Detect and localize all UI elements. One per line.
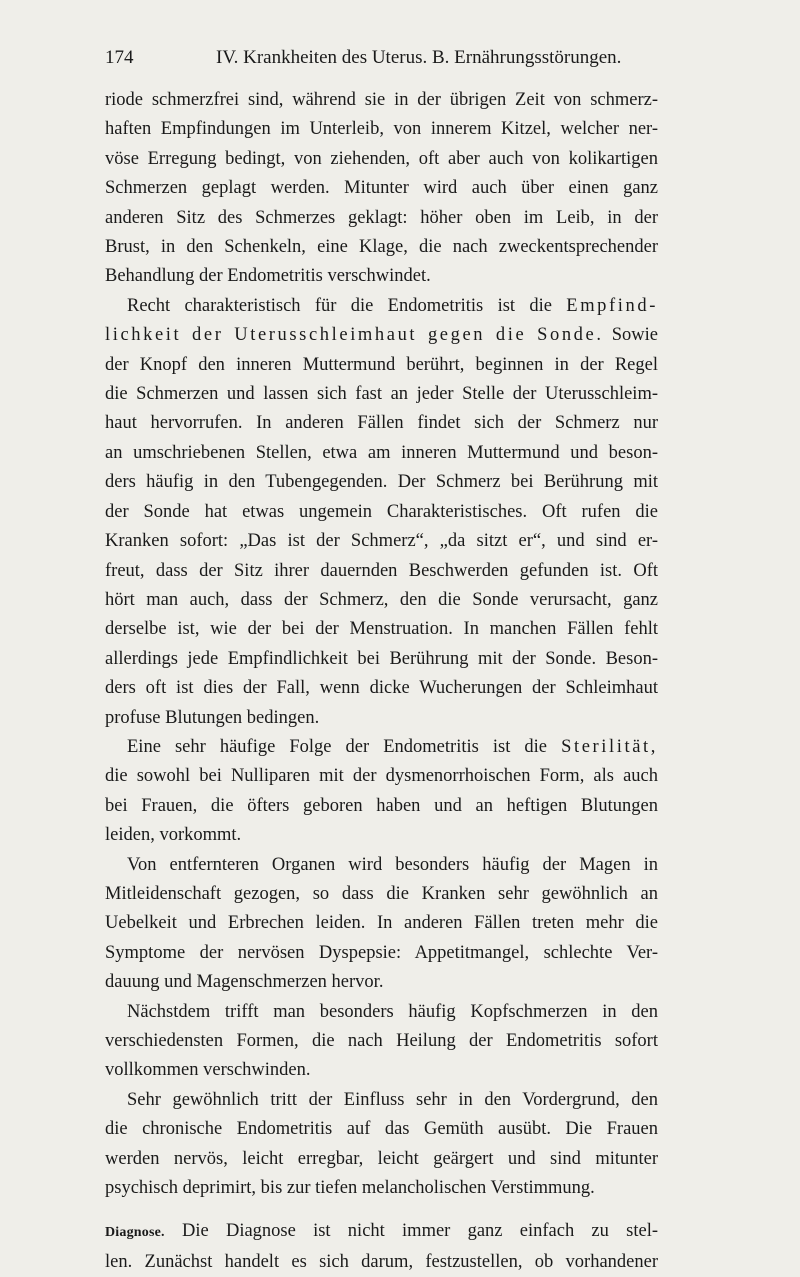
line-text: Brust, in den Schenkeln, eine Klage, die nach zweckentsprechender (105, 237, 658, 258)
text-line (105, 409, 658, 438)
line-text: haut hervorrufen. In anderen Fällen findet sich der Schmerz nur (105, 413, 658, 434)
text-line (105, 351, 658, 380)
text-line (105, 792, 658, 821)
line-text: haften Empfindungen im Unterleib, von innerem Kitzel, welcher ner- (105, 119, 658, 140)
text-line (105, 880, 658, 909)
line-text: Kranken sofort: „Das ist der Schmerz“, „da sitzt er“, und sind er- (105, 531, 658, 552)
text-line (105, 204, 658, 233)
spaced-emphasis: Empfind- (566, 295, 658, 316)
line-text: bei Frauen, die öfters geboren haben und an heftigen Blutungen (105, 795, 658, 816)
text-line (105, 733, 658, 762)
line-text: Eine sehr häufige Folge der Endometritis ist die (127, 736, 562, 757)
text-line (105, 1203, 658, 1217)
line-text: Symptome der nervösen Dyspepsie: Appetitmangel, schlechte Ver- (105, 942, 658, 963)
text-line (105, 468, 658, 497)
line-text: derselbe ist, wie der bei der Menstruation. In manchen Fällen fehlt (105, 619, 658, 640)
text-line (105, 292, 658, 321)
text-line (105, 174, 658, 203)
text-line (105, 1056, 658, 1085)
text-line (105, 115, 658, 144)
text-line (105, 851, 658, 880)
text-line (105, 674, 658, 703)
text-line (105, 968, 658, 997)
body-text (105, 86, 658, 1277)
text-line (105, 1027, 658, 1056)
text-line (105, 86, 658, 115)
text-line (105, 615, 658, 644)
text-line (105, 909, 658, 938)
line-text: Von entfernteren Organen wird besonders häufig der Magen in (127, 854, 658, 875)
text-line (105, 527, 658, 556)
text-line (105, 1248, 658, 1277)
text-line (105, 233, 658, 262)
line-text: an umschriebenen Stellen, etwa am inneren Muttermund und beson- (105, 442, 658, 463)
text-line (105, 645, 658, 674)
spaced-emphasis: lichkeit der Uterusschleimhaut gegen die Sonde. (105, 325, 604, 346)
line-text: Behandlung der Endometritis verschwindet. (105, 266, 431, 287)
line-text: Recht charakteristisch für die Endometritis ist die (127, 295, 567, 316)
line-text: die Schmerzen und lassen sich fast an jeder Stelle der Uterusschleim- (105, 384, 658, 405)
line-text: vöse Erregung bedingt, von ziehenden, oft aber auch von kolikartigen (105, 148, 658, 169)
side-heading: Diagnose. (105, 1225, 165, 1241)
text-line (105, 998, 658, 1027)
line-text: Die Diagnose ist nicht immer ganz einfach zu stel- (164, 1221, 658, 1242)
line-text: vollkommen verschwinden. (105, 1060, 311, 1081)
text-line (105, 586, 658, 615)
text-line (105, 145, 658, 174)
line-text: hört man auch, dass der Schmerz, den die Sonde verursacht, ganz (105, 589, 658, 610)
line-text: Sowie (603, 325, 659, 346)
line-text: Nächstdem trifft man besonders häufig Kopfschmerzen in den (127, 1001, 658, 1022)
line-text: der Sonde hat etwas ungemein Charakteristisches. Oft rufen die (105, 501, 658, 522)
running-head-title: IV. Krankheiten des Uterus. B. Ernährungsstörungen. (216, 47, 622, 68)
line-text: freut, dass der Sitz ihrer dauernden Beschwerden gefunden ist. Oft (105, 560, 658, 581)
line-text: riode schmerzfrei sind, während sie in der übrigen Zeit von schmerz- (105, 90, 658, 110)
text-line (105, 1174, 658, 1203)
line-text: allerdings jede Empfindlichkeit bei Berührung mit der Sonde. Beson- (105, 648, 658, 669)
line-text: leiden, vorkommt. (105, 825, 242, 846)
line-text: die sowohl bei Nulliparen mit der dysmenorrhoischen Form, als auch (105, 766, 658, 787)
text-line (105, 762, 658, 791)
line-text: psychisch deprimirt, bis zur tiefen melancholischen Verstimmung. (105, 1178, 595, 1199)
text-line (105, 1145, 658, 1174)
text-line (105, 557, 658, 586)
text-line (105, 498, 658, 527)
line-text: der Knopf den inneren Muttermund berührt, beginnen in der Regel (105, 354, 658, 375)
line-text: len. Zunächst handelt es sich darum, festzustellen, ob vorhandener (105, 1251, 658, 1272)
line-text: ders häufig in den Tubengegenden. Der Schmerz bei Berührung mit (105, 472, 658, 493)
page-number: 174 (105, 47, 134, 68)
line-text: anderen Sitz des Schmerzes geklagt: höher oben im Leib, in der (105, 207, 658, 228)
text-line (105, 1217, 658, 1247)
line-text: Sehr gewöhnlich tritt der Einfluss sehr in den Vordergrund, den (127, 1089, 658, 1110)
line-text: Mitleidenschaft gezogen, so dass die Kranken sehr gewöhnlich an (105, 883, 658, 904)
text-line (105, 939, 658, 968)
line-text: verschiedensten Formen, die nach Heilung der Endometritis sofort (105, 1031, 658, 1051)
line-text: dauung und Magenschmerzen hervor. (105, 972, 384, 993)
line-text: profuse Blutungen bedingen. (105, 707, 320, 728)
text-line (105, 821, 658, 850)
line-text: Uebelkeit und Erbrechen leiden. In anderen Fällen treten mehr die (105, 913, 658, 934)
text-line (105, 380, 658, 409)
text-line (105, 704, 658, 733)
text-line (105, 1086, 658, 1115)
spaced-emphasis: Sterilität, (561, 736, 658, 757)
text-line (105, 439, 658, 468)
line-text: die chronische Endometritis auf das Gemüth ausübt. Die Frauen (105, 1119, 658, 1140)
text-line (105, 1115, 658, 1144)
text-line (105, 321, 658, 350)
line-text: Schmerzen geplagt werden. Mitunter wird auch über einen ganz (105, 178, 658, 199)
line-text: ders oft ist dies der Fall, wenn dicke Wucherungen der Schleimhaut (105, 678, 658, 699)
line-text: werden nervös, leicht erregbar, leicht geärgert und sind mitunter (105, 1148, 658, 1169)
text-line (105, 262, 658, 291)
